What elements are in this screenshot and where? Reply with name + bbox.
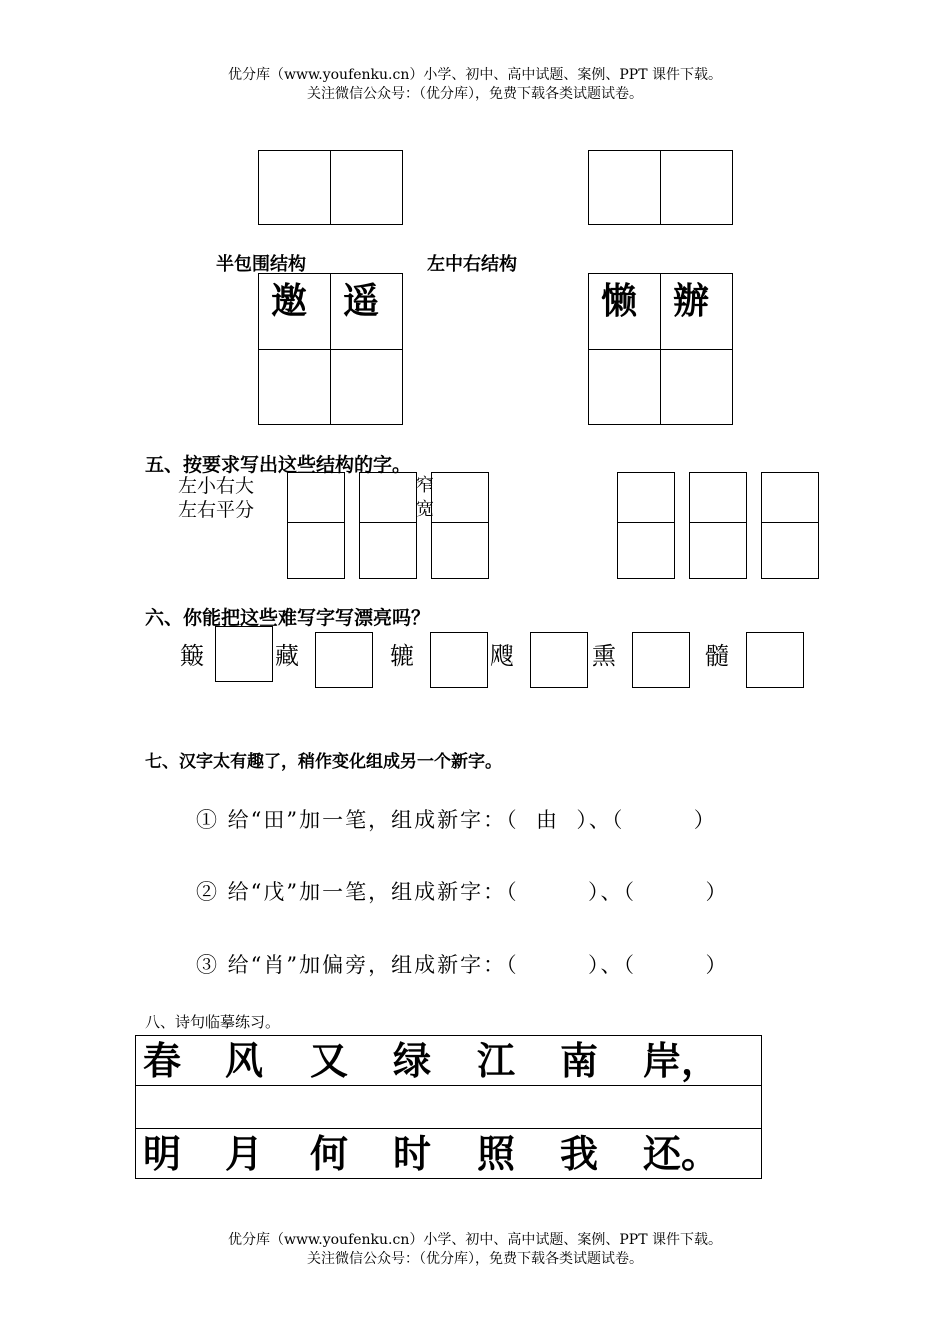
poem-char: 又 xyxy=(310,1038,349,1083)
hard-char: 熏 xyxy=(592,642,616,670)
writing-box[interactable] xyxy=(287,472,345,579)
footer-line-2: 关注微信公众号：（优分库），免费下载各类试题试卷。 xyxy=(307,1251,643,1267)
writing-box[interactable] xyxy=(430,632,488,688)
hard-char: 簸 xyxy=(180,642,204,670)
writing-box[interactable] xyxy=(617,472,675,579)
question-1: ① 给“田”加一笔，组成新字：（ 由 ）、（ ） xyxy=(196,808,717,832)
poem-char: 时 xyxy=(393,1131,432,1176)
overlap-char: 宽 xyxy=(416,499,434,520)
hard-char: 飕 xyxy=(490,642,514,670)
writing-box[interactable] xyxy=(689,472,747,579)
writing-box[interactable] xyxy=(359,472,417,579)
label-half-enclosure: 半包围结构 xyxy=(216,254,306,275)
writing-box[interactable] xyxy=(215,626,273,682)
poem-char: 月 xyxy=(225,1131,264,1176)
question-3: ③ 给“肖”加偏旁，组成新字：（ ）、（ ） xyxy=(196,953,729,977)
poem-char: 我 xyxy=(560,1131,599,1176)
grid-divider xyxy=(287,522,345,523)
poem-char: 南 xyxy=(560,1038,599,1083)
poem-char: 何 xyxy=(310,1131,349,1176)
label-left-middle-right: 左中右结构 xyxy=(427,254,517,275)
hard-char: 髓 xyxy=(705,642,729,670)
example-char: 懒 xyxy=(600,280,637,322)
example-char: 邀 xyxy=(270,280,307,322)
section-8-title: 八、诗句临摹练习。 xyxy=(145,1013,281,1031)
writing-box[interactable] xyxy=(746,632,804,688)
hard-char: 辘 xyxy=(390,642,414,670)
grid-divider xyxy=(588,349,733,350)
grid-divider xyxy=(135,1085,762,1086)
writing-box[interactable] xyxy=(632,632,690,688)
example-char: 辦 xyxy=(672,280,709,322)
grid-divider xyxy=(617,522,675,523)
header-line-2: 关注微信公众号：（优分库），免费下载各类试题试卷。 xyxy=(307,86,643,102)
section-6-title: 六、你能把这些难写字写漂亮吗？ xyxy=(145,607,431,629)
grid-divider xyxy=(135,1128,762,1129)
writing-box[interactable] xyxy=(431,472,489,579)
example-char: 遥 xyxy=(342,280,379,322)
row-label-left-small-right-big: 左小右大 xyxy=(178,475,255,497)
grid-divider xyxy=(359,522,417,523)
grid-divider xyxy=(660,150,661,225)
section-7-title: 七、汉字太有趣了，稍作变化组成另一个新字。 xyxy=(145,752,502,772)
writing-box[interactable] xyxy=(530,632,588,688)
poem-char: 明 xyxy=(143,1131,182,1176)
question-2: ② 给“戊”加一笔，组成新字：（ ）、（ ） xyxy=(196,880,729,904)
poem-char: 绿 xyxy=(393,1038,432,1083)
poem-char: 风 xyxy=(225,1038,264,1083)
grid-divider xyxy=(689,522,747,523)
overlap-char: 窄 xyxy=(416,475,434,496)
poem-char: 江 xyxy=(477,1038,516,1083)
header-line-1: 优分库（www.youfenku.cn）小学、初中、高中试题、案例、PPT 课件下载。 xyxy=(227,67,722,83)
section-5-title: 五、按要求写出这些结构的字。 xyxy=(145,454,412,476)
grid-divider xyxy=(761,522,819,523)
grid-divider xyxy=(431,522,489,523)
poem-char: 春 xyxy=(143,1038,182,1083)
poem-char: 照 xyxy=(477,1131,516,1176)
poem-char: 岸， xyxy=(643,1038,720,1083)
footer-line-1: 优分库（www.youfenku.cn）小学、初中、高中试题、案例、PPT 课件下载。 xyxy=(227,1232,722,1248)
poem-char: 还。 xyxy=(643,1131,720,1176)
grid-divider xyxy=(258,349,403,350)
grid-divider xyxy=(330,150,331,225)
hard-char: 藏 xyxy=(275,642,299,670)
writing-box[interactable] xyxy=(761,472,819,579)
writing-box[interactable] xyxy=(315,632,373,688)
row-label-left-right-equal: 左右平分 xyxy=(178,499,255,521)
